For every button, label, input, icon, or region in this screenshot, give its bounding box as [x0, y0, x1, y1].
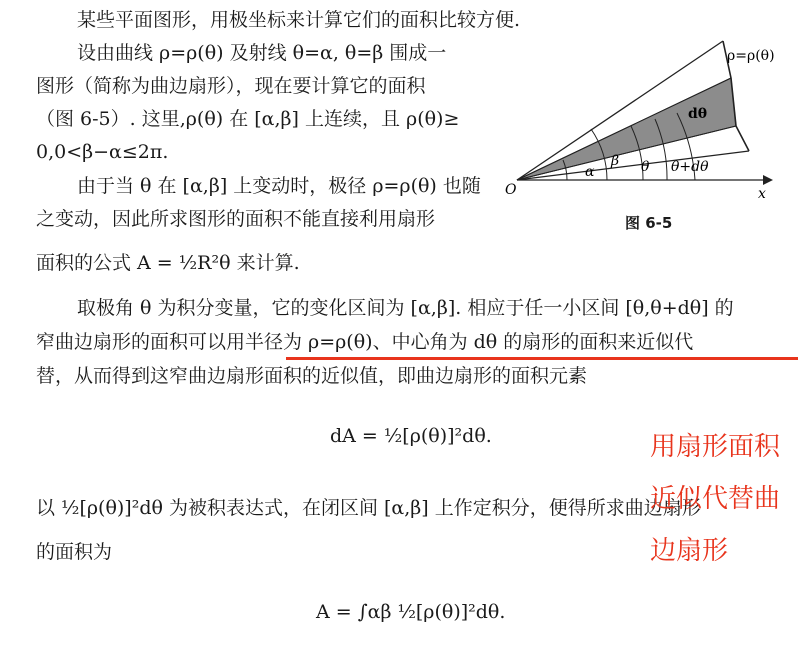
dtheta-label: dθ	[688, 106, 708, 122]
red-underline	[286, 357, 798, 360]
formula-area: A = ∫αβ ½[ρ(θ)]²dθ.	[316, 601, 506, 623]
text-line: 替，从而得到这窄曲边扇形面积的近似值，即曲边扇形的面积元素	[36, 365, 588, 387]
annotation-line: 近似代替曲	[650, 484, 781, 514]
text-line: 窄曲边扇形的面积可以用半径为 ρ=ρ(θ)、中心角为 dθ 的扇形的面积来近似代	[36, 331, 694, 353]
text-line: 某些平面图形，用极坐标来计算它们的面积比较方便.	[77, 9, 521, 31]
text-line: 取极角 θ 为积分变量，它的变化区间为 [α,β]. 相应于任一小区间 [θ,θ+dθ] 的	[77, 297, 734, 319]
text-line: 由于当 θ 在 [α,β] 上变动时，极径 ρ=ρ(θ) 也随	[77, 175, 481, 197]
text-line: 设由曲线 ρ=ρ(θ) 及射线 θ=α, θ=β 围成一	[77, 42, 447, 64]
x-axis-label: x	[758, 186, 766, 202]
formula-dA: dA = ½[ρ(θ)]²dθ.	[330, 425, 492, 447]
text-line: 以 ½[ρ(θ)]²dθ 为被积表达式，在闭区间 [α,β] 上作定积分，便得所求曲边扇形	[36, 497, 701, 519]
text-line: 之变动，因此所求图形的面积不能直接利用扇形	[36, 208, 436, 230]
origin-label: O	[505, 182, 517, 198]
text-line: 0,0<β−α≤2π.	[36, 141, 169, 163]
text-line: 面积的公式 A = ½R²θ 来计算.	[36, 252, 300, 274]
text-line: 图形（简称为曲边扇形），现在要计算它的面积	[36, 75, 426, 97]
annotation-line: 边扇形	[650, 536, 729, 566]
alpha-label: α	[585, 164, 595, 180]
text-line: 的面积为	[36, 541, 113, 563]
annotation-line: 用扇形面积	[650, 432, 781, 462]
theta-plus-label: θ+dθ	[671, 159, 709, 175]
figure-caption: 图 6-5	[625, 214, 673, 232]
beta-label: β	[611, 153, 620, 169]
theta-label: θ	[641, 159, 650, 175]
curve-label: ρ=ρ(θ)	[727, 48, 775, 64]
figure-6-5	[505, 8, 795, 208]
text-line: （图 6-5）. 这里,ρ(θ) 在 [α,β] 上连续，且 ρ(θ)≥	[36, 108, 460, 130]
